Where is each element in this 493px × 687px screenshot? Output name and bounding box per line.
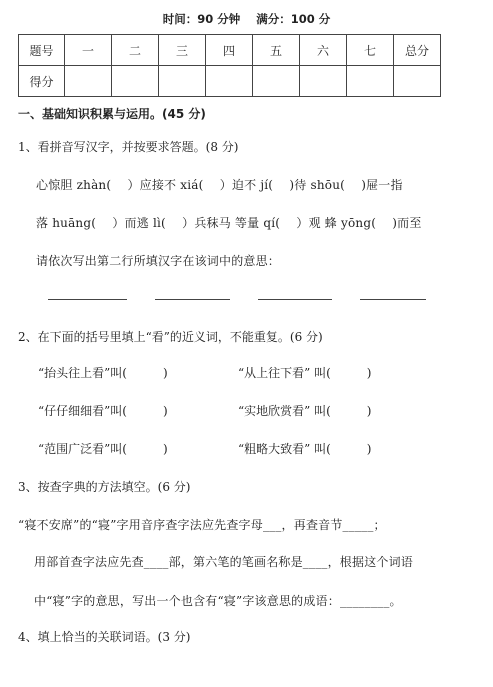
answer-line[interactable] [258, 299, 332, 300]
score-table [18, 34, 441, 97]
question-2-title: 2、在下面的括号里填上“看”的近义词，不能重复。(6 分) [18, 330, 323, 344]
score-row-label: 得分 [19, 66, 65, 97]
score-table-cell: 三 [159, 35, 206, 66]
score-input-cell[interactable] [300, 66, 347, 97]
score-input-cell[interactable] [206, 66, 253, 97]
exam-header [0, 11, 493, 27]
score-table-cell: 四 [206, 35, 253, 66]
answer-line[interactable] [48, 299, 127, 300]
score-table-header-row [19, 35, 441, 66]
score-input-cell[interactable] [112, 66, 159, 97]
question-2-item: “从上往下看” 叫( ) [238, 366, 372, 380]
answer-line[interactable] [360, 299, 426, 300]
time-label: 时间：90 分钟 [162, 12, 241, 26]
question-4-title: 4、填上恰当的关联词语。(3 分) [18, 630, 191, 644]
score-input-cell[interactable] [159, 66, 206, 97]
score-input-cell[interactable] [394, 66, 441, 97]
score-input-cell[interactable] [253, 66, 300, 97]
score-input-cell[interactable] [347, 66, 394, 97]
question-1-line-2: 落 huāng( ）而逃 lì( ）兵秣马 等量 qí( ）观 蜂 yōng( )而至 [36, 216, 422, 230]
question-3-line-2: 用部首查字法应先查____部，第六笔的笔画名称是____，根据这个词语 [34, 555, 414, 569]
question-2-item: “实地欣赏看” 叫( ) [238, 404, 372, 418]
question-2-item: “抬头往上看”叫( ) [38, 366, 168, 380]
score-label: 满分：100 分 [256, 12, 331, 26]
question-3-title: 3、按查字典的方法填空。(6 分) [18, 480, 191, 494]
section-1-title: 一、基础知识积累与运用。(45 分) [18, 107, 206, 121]
question-2-item: “范围广泛看”叫( ) [38, 442, 168, 456]
question-1-title: 1、看拼音写汉字，并按要求答题。(8 分) [18, 140, 239, 154]
question-1-line-3: 请依次写出第二行所填汉字在该词中的意思： [36, 254, 281, 268]
question-3-line-1: “寝不安席”的“寝”字用音序查字法应先查字母___，再查音节_____； [18, 518, 386, 532]
question-2-item: “仔仔细细看”叫( ) [38, 404, 168, 418]
question-3-line-3: 中“寝”字的意思，写出一个也含有“寝”字该意思的成语：________。 [34, 594, 402, 608]
question-1-line-1: 心惊胆 zhàn( ）应接不 xiá( ）迫不 jí( )待 shōu( )屉一指 [36, 178, 403, 192]
score-table-cell: 总分 [394, 35, 441, 66]
score-table-cell: 五 [253, 35, 300, 66]
question-2-item: “粗略大致看” 叫( ) [238, 442, 372, 456]
score-table-cell: 七 [347, 35, 394, 66]
score-input-cell[interactable] [65, 66, 112, 97]
score-table-cell: 二 [112, 35, 159, 66]
score-table-cell: 六 [300, 35, 347, 66]
score-table-cell: 一 [65, 35, 112, 66]
score-table-cell: 题号 [19, 35, 65, 66]
answer-line[interactable] [155, 299, 230, 300]
score-table-score-row [19, 66, 441, 97]
